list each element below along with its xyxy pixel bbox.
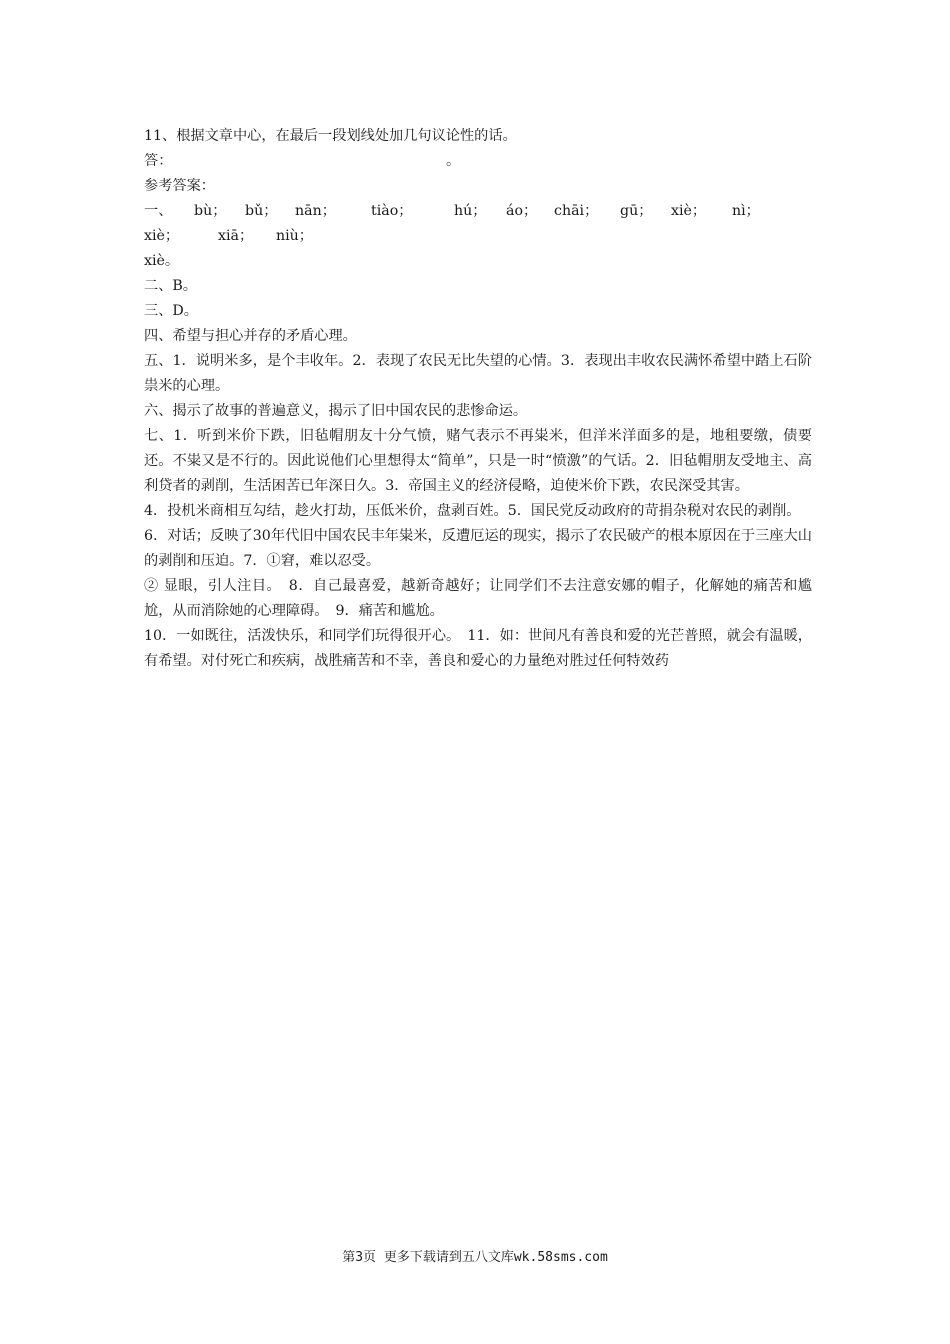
pinyin-item: xiā；	[218, 228, 254, 244]
pinyin-item: hú；	[454, 203, 487, 219]
answer-period: 。	[446, 153, 461, 169]
answer-7-part-4: 4．投机米商相互勾结，趁火打劫，压低米价，盘剥百姓。5．国民党反动政府的苛捐杂税对农民的剥削。	[144, 503, 801, 519]
answer-2: 二、B。	[144, 278, 197, 294]
pinyin-item: nì；	[732, 203, 760, 219]
pinyin-item: niù；	[276, 228, 313, 244]
pinyin-item: 一、	[144, 203, 173, 219]
pinyin-item: xiè；	[671, 203, 707, 219]
answer-3: 三、D。	[144, 303, 198, 319]
pinyin-item: gū；	[620, 203, 653, 219]
page-footer: 第3页 更多下载请到五八文库wk.58sms.com	[342, 1250, 608, 1265]
question-11: 11、根据文章中心，在最后一段划线处加几句议论性的话。	[144, 128, 517, 144]
pinyin-item: bù；	[194, 203, 227, 219]
answer-7-part-7: ② 显眼，引人注目。 8．自己最喜爱，越新奇越好；让同学们不去注意安娜的帽子，化解她的痛苦和尴尬，从而消除她的心理障碍。 9．痛苦和尴尬。	[144, 578, 812, 619]
answer-7-part-6: 6．对话；反映了30年代旧中国农民丰年粜米，反遭厄运的现实，揭示了农民破产的根本原因在于三座大山的剥削和压迫。7．①窘，难以忍受。	[144, 528, 812, 569]
answer-6: 六、揭示了故事的普遍意义，揭示了旧中国农民的悲惨命运。	[144, 403, 528, 419]
pinyin-row-1	[144, 199, 812, 224]
pinyin-item: tiào；	[371, 203, 413, 219]
pinyin-item: áo；	[506, 203, 538, 219]
pinyin-item: chāi；	[554, 203, 599, 219]
reference-answers-title: 参考答案：	[144, 178, 215, 194]
pinyin-item: bǔ；	[245, 203, 278, 219]
document-body	[144, 124, 812, 674]
answer-5: 五、1．说明米多，是个丰收年。2．表现了农民无比失望的心情。3．表现出丰收农民满怀希望中踏上石阶祟米的心理。	[144, 353, 812, 394]
answer-7: 七、1．听到米价下跌，旧毡帽朋友十分气愤，赌气表示不再粜米，但洋米洋面多的是，地租要缴，债要还。不粜又是不行的。因此说他们心里想得太“简单”，只是一时“愤激”的气话。2．旧毡帽朋友受地主、高利贷者的剥削，生活困苦已年深日久。3．帝国主义的经济侵略，迫使米价下跌，农民深受其害。	[144, 428, 812, 494]
pinyin-row-3: xiè。	[144, 253, 180, 269]
answer-10-11: 10．一如既往，活泼快乐，和同学们玩得很开心。 11．如：世间凡有善良和爱的光芒普照，就会有温暖，有希望。对付死亡和疾病，战胜痛苦和不幸，善良和爱心的力量绝对胜过任何特效药	[144, 628, 812, 669]
pinyin-item: xiè；	[144, 228, 180, 244]
answer-label: 答：	[144, 153, 173, 169]
pinyin-item: nān；	[295, 203, 336, 219]
answer-blank-line	[144, 149, 812, 174]
answer-4: 四、希望与担心并存的矛盾心理。	[144, 328, 357, 344]
pinyin-row-2	[144, 224, 812, 249]
